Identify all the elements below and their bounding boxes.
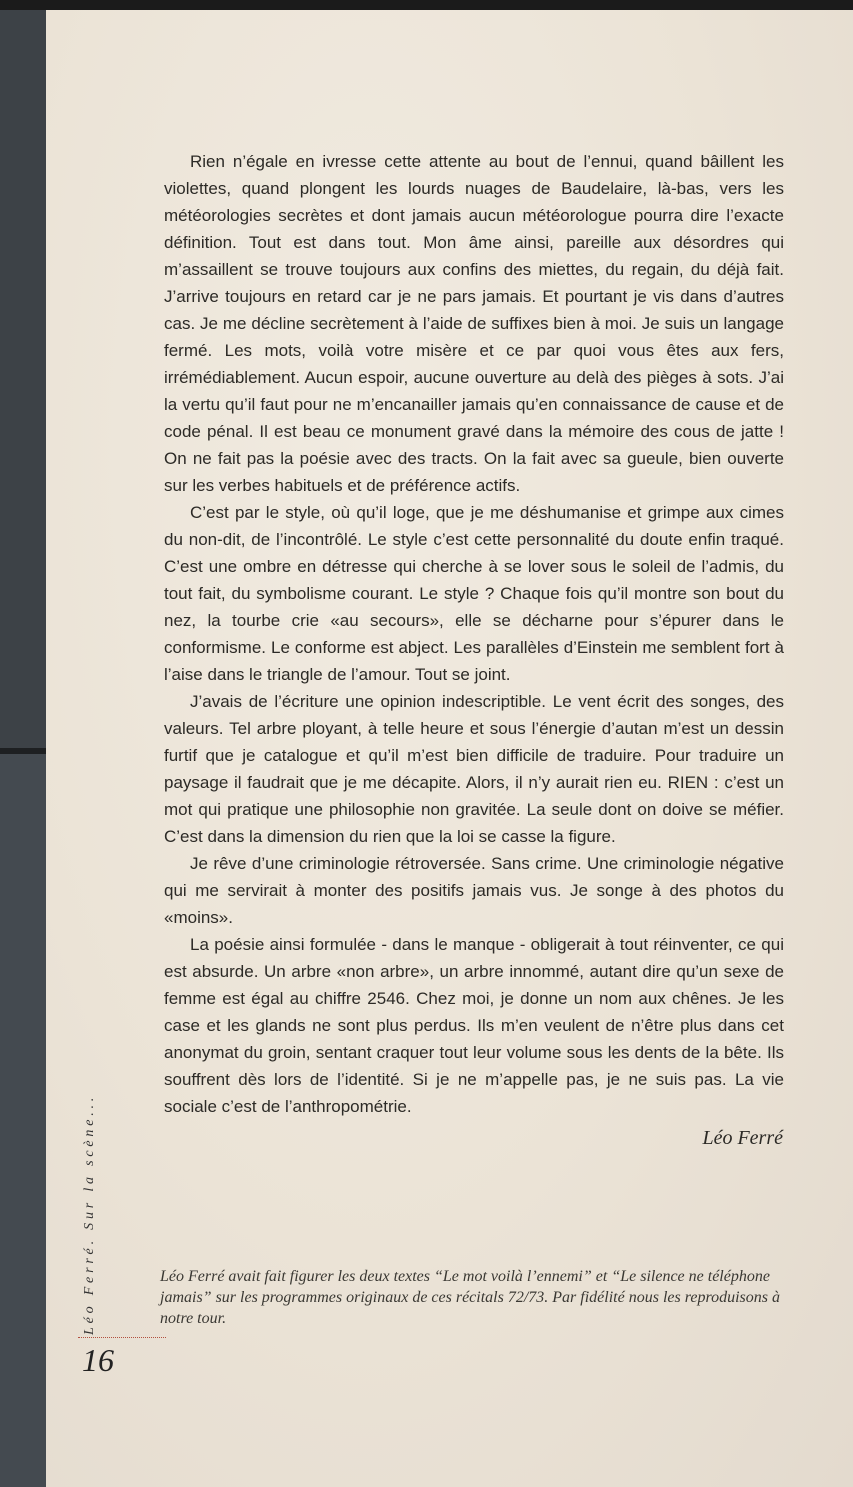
book-page	[46, 10, 853, 1487]
paragraph-1: Rien n’égale en ivresse cette attente au bout de l’ennui, quand bâillent les violettes, quand plongent les lourds nuages de Baudelaire, là-bas, vers les météorologies secrètes et dont jamais aucun météorologue pourra dire l’exacte définition. Tout est dans tout. Mon âme ainsi, pareille aux désordres qui m’assaillent se trouve toujours aux confins des miettes, du regain, du déjà fait. J’arrive toujours en retard car je ne pars jamais. Et pourtant je vis dans d’autres cas. Je me décline secrètement à l’aide de suffixes bien à moi. Je suis un langage fermé. Les mots, voilà votre misère et ce par quoi vous êtes aux fers, irrémédiablement. Aucun espoir, aucune ouverture au delà des pièges à sots. J’ai la vertu qu’il faut pour ne m’encanailler jamais qu’en connaissance de cause et de code pénal. Il est beau ce monument gravé dans la mémoire des cous de jatte ! On ne fait pas la poésie avec des tracts. On la fait avec sa gueule, bien ouverte sur les verbes habituels et de préférence actifs.	[164, 152, 784, 495]
book-spine-lower	[0, 754, 46, 1487]
page-number: 16	[82, 1342, 114, 1378]
paragraph-2: C’est par le style, où qu’il loge, que je me déshumanise et grimpe aux cimes du non-dit, de l’incontrôlé. Le style c’est cette personnalité du doute enfin traqué. C’est une ombre en détresse qui cherche à se lover sous le soleil de l’admis, du tout fait, du symbolisme courant. Le style ? Chaque fois qu’il montre son bout du nez, la tourbe crie «au secours», elle se décharne pour s’épurer dans le conformisme. Le conforme est abject. Les parallèles d’Einstein me semblent fort à l’aise dans le triangle de l’amour. Tout se joint.	[164, 503, 784, 684]
paragraph-3: J’avais de l’écriture une opinion indescriptible. Le vent écrit des songes, des valeurs. Tel arbre ployant, à telle heure et sous l’énergie d’autan m’est un dessin furtif que je catalogue et qu’il m’est bien difficile de traduire. Pour traduire un paysage il faudrait que je me décapite. Alors, il n’y aurait rien eu. RIEN : c’est un mot qui pratique une philosophie non gravitée. La seule dont on doive se méfier. C’est dans la dimension du rien que la loi se casse la figure.	[164, 692, 784, 846]
book-spine-upper	[0, 10, 46, 750]
folio-rule	[78, 1337, 166, 1338]
paragraph-5: La poésie ainsi formulée - dans le manque - obligerait à tout réinventer, ce qui est absurde. Un arbre «non arbre», un arbre innommé, autant dire qu’un sexe de femme est égal au chiffre 2546. Chez moi, je donne un nom aux chênes. Je les case et les glands ne sont plus perdus. Ils m’en veulent de n’être plus dans cet anonymat du groin, sentant craquer tout leur volume sous les dents de la bête. Ils souffrent dès lors de l’identité. Si je ne m’appelle pas, je ne suis pas. La vie sociale c’est de l’anthropométrie.	[164, 935, 784, 1116]
paragraph-4: Je rêve d’une criminologie rétroversée. Sans crime. Une criminologie négative qui me servirait à monter des positifs jamais vus. Je songe à des photos du «moins».	[164, 854, 784, 927]
author-signature: Léo Ferré	[702, 1127, 783, 1149]
running-head: Léo Ferré. Sur la scène...	[82, 1093, 97, 1335]
footnote: Léo Ferré avait fait figurer les deux textes “Le mot voilà l’ennemi” et “Le silence ne téléphone jamais” sur les programmes originaux de ces récitals 72/73. Par fidélité nous les reproduisons à notre tour.	[160, 1268, 780, 1327]
scan-top-edge	[0, 0, 853, 10]
body-text	[164, 148, 784, 1120]
